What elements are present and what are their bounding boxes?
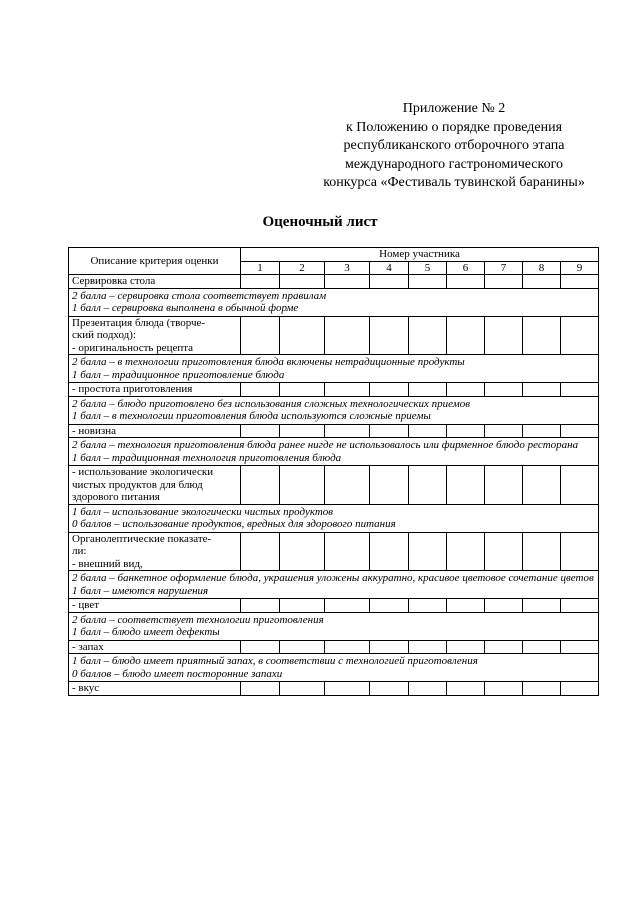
criterion-label-line: ли: (72, 545, 87, 557)
score-cell[interactable] (485, 383, 523, 397)
score-cell[interactable] (561, 466, 599, 505)
participant-number: 9 (561, 261, 599, 275)
scoring-note (69, 438, 599, 466)
score-cell[interactable] (241, 275, 280, 289)
criterion-label-line: - вкус (72, 682, 100, 694)
score-cell[interactable] (409, 383, 447, 397)
score-cell[interactable] (523, 466, 561, 505)
criterion-label (69, 640, 241, 654)
evaluation-table (68, 247, 599, 696)
score-cell[interactable] (280, 532, 325, 571)
scoring-note-line: 1 балл – сервировка выполнена в обычной форме (72, 302, 299, 314)
score-cell[interactable] (561, 640, 599, 654)
score-cell[interactable] (370, 640, 409, 654)
scoring-note-line: 2 балла – соответствует технологии приготовления (72, 613, 324, 626)
score-cell[interactable] (447, 466, 485, 505)
scoring-note-line: 2 балла – технология приготовления блюда ранее нигде не использовалось или фирменное блюдо ресторана (72, 439, 579, 451)
score-cell[interactable] (325, 275, 370, 289)
scoring-note-line: 1 балл – традиционное приготовление блюда (72, 368, 285, 381)
score-cell[interactable] (325, 640, 370, 654)
criterion-label-line: - новизна (72, 424, 116, 437)
criterion-label-line: - использование экологически (72, 466, 214, 478)
score-cell[interactable] (409, 466, 447, 505)
criterion-label-line: - оригинальность рецепта (72, 341, 194, 354)
score-cell[interactable] (561, 383, 599, 397)
criterion-label (69, 599, 241, 613)
participant-number: 6 (447, 261, 485, 275)
score-cell[interactable] (241, 383, 280, 397)
score-cell[interactable] (561, 275, 599, 289)
criterion-label-line: - простота приготовления (72, 383, 193, 395)
criterion-row (69, 466, 599, 505)
criterion-label-line: здорового питания (72, 491, 160, 503)
participant-number: 8 (523, 261, 561, 275)
score-cell[interactable] (370, 316, 409, 355)
score-cell[interactable] (523, 383, 561, 397)
scoring-note (69, 654, 599, 682)
scoring-note-row (69, 571, 599, 599)
participant-number: 5 (409, 261, 447, 275)
criterion-label-line: Органолептические показате- (72, 532, 212, 545)
scoring-note-line: 1 балл – в технологии приготовления блюда используются сложные приемы (72, 410, 431, 422)
score-cell[interactable] (447, 532, 485, 571)
criterion-label (69, 383, 241, 397)
scoring-note (69, 288, 599, 316)
scoring-note (69, 396, 599, 424)
participant-number: 4 (370, 261, 409, 275)
participant-number: 3 (325, 261, 370, 275)
score-cell[interactable] (280, 275, 325, 289)
score-cell[interactable] (485, 599, 523, 613)
score-cell[interactable] (280, 682, 325, 696)
score-cell[interactable] (409, 682, 447, 696)
scoring-note-row (69, 355, 599, 383)
score-cell[interactable] (561, 532, 599, 571)
score-cell[interactable] (523, 532, 561, 571)
header-criteria: Описание критерия оценки (69, 248, 241, 275)
criterion-label (69, 275, 241, 289)
scoring-note-line: 2 балла – в технологии приготовления блюда включены нетрадиционные продукты (72, 356, 465, 368)
score-cell[interactable] (447, 275, 485, 289)
criterion-row (69, 316, 599, 355)
score-cell[interactable] (325, 532, 370, 571)
score-cell[interactable] (523, 275, 561, 289)
scoring-note-row (69, 654, 599, 682)
scoring-note-line: 2 балла – банкетное оформление блюда, украшения уложены аккуратно, красивое цветовое сочетание цветов (72, 572, 594, 584)
score-cell[interactable] (325, 466, 370, 505)
scoring-note-line: 1 балл – блюдо имеет приятный запах, в соответствии с технологией приготовления (72, 655, 478, 667)
score-cell[interactable] (447, 316, 485, 355)
score-cell[interactable] (241, 424, 280, 438)
scoring-note-line: 0 баллов – блюдо имеет посторонние запахи (72, 667, 283, 680)
score-cell[interactable] (485, 466, 523, 505)
score-cell[interactable] (370, 682, 409, 696)
score-cell[interactable] (561, 682, 599, 696)
criterion-label-line: - цвет (72, 599, 100, 611)
appendix-line: республиканского отборочного этапа (343, 138, 565, 153)
scoring-note-line: 2 балла – блюдо приготовлено без использования сложных технологических приемов (72, 397, 471, 410)
scoring-note-row (69, 612, 599, 640)
score-cell[interactable] (241, 532, 280, 571)
criterion-row (69, 640, 599, 654)
scoring-note-line: 0 баллов – использование продуктов, вредных для здорового питания (72, 518, 396, 530)
score-cell[interactable] (280, 316, 325, 355)
score-cell[interactable] (370, 599, 409, 613)
criterion-label-line: - внешний вид, (72, 557, 143, 570)
appendix-block (300, 100, 608, 193)
score-cell[interactable] (447, 424, 485, 438)
participant-number: 1 (241, 261, 280, 275)
score-cell[interactable] (241, 316, 280, 355)
appendix-line: Приложение № 2 (402, 101, 506, 116)
score-cell[interactable] (280, 424, 325, 438)
criterion-label (69, 532, 241, 571)
score-cell[interactable] (485, 275, 523, 289)
score-cell[interactable] (561, 424, 599, 438)
score-cell[interactable] (485, 532, 523, 571)
appendix-line: международного гастрономического (344, 156, 564, 172)
score-cell[interactable] (447, 599, 485, 613)
participant-number: 7 (485, 261, 523, 275)
score-cell[interactable] (325, 599, 370, 613)
scoring-note (69, 612, 599, 640)
score-cell[interactable] (523, 640, 561, 654)
appendix-line: конкурса «Фестиваль тувинской баранины» (323, 175, 585, 190)
appendix-line: к Положению о порядке проведения (345, 119, 563, 135)
header-participant: Номер участника (241, 248, 599, 262)
score-cell[interactable] (523, 682, 561, 696)
criterion-row (69, 599, 599, 613)
score-cell[interactable] (370, 275, 409, 289)
participant-number: 2 (280, 261, 325, 275)
score-cell[interactable] (370, 424, 409, 438)
score-cell[interactable] (485, 682, 523, 696)
criterion-row (69, 275, 599, 289)
score-cell[interactable] (409, 599, 447, 613)
document-title: Оценочный лист (262, 214, 378, 230)
score-cell[interactable] (325, 383, 370, 397)
score-cell[interactable] (523, 316, 561, 355)
scoring-note (69, 571, 599, 599)
score-cell[interactable] (409, 316, 447, 355)
criterion-label (69, 316, 241, 355)
score-cell[interactable] (409, 424, 447, 438)
criterion-label (69, 682, 241, 696)
scoring-note-line: 2 балла – сервировка стола соответствует правилам (72, 289, 327, 302)
criterion-label-line: Сервировка стола (72, 275, 156, 287)
score-cell[interactable] (447, 682, 485, 696)
score-cell[interactable] (280, 640, 325, 654)
criterion-row (69, 532, 599, 571)
score-cell[interactable] (370, 466, 409, 505)
score-cell[interactable] (370, 383, 409, 397)
score-cell[interactable] (370, 532, 409, 571)
score-cell[interactable] (523, 424, 561, 438)
scoring-note-row (69, 396, 599, 424)
score-cell[interactable] (325, 316, 370, 355)
criterion-label (69, 466, 241, 505)
score-cell[interactable] (447, 383, 485, 397)
scoring-note-row (69, 288, 599, 316)
score-cell[interactable] (561, 599, 599, 613)
criterion-label-line: чистых продуктов для блюд (72, 478, 203, 491)
criterion-label (69, 424, 241, 438)
score-cell[interactable] (485, 424, 523, 438)
criterion-row (69, 424, 599, 438)
score-cell[interactable] (280, 599, 325, 613)
scoring-note (69, 504, 599, 532)
score-cell[interactable] (280, 383, 325, 397)
score-cell[interactable] (325, 682, 370, 696)
criterion-row (69, 383, 599, 397)
score-cell[interactable] (561, 316, 599, 355)
score-cell[interactable] (485, 640, 523, 654)
score-cell[interactable] (241, 640, 280, 654)
criterion-label-line: Презентация блюда (творче- (72, 316, 206, 329)
score-cell[interactable] (241, 682, 280, 696)
scoring-note-row (69, 504, 599, 532)
score-cell[interactable] (325, 424, 370, 438)
score-cell[interactable] (409, 640, 447, 654)
scoring-note-line: 1 балл – имеются нарушения (72, 584, 209, 597)
score-cell[interactable] (241, 599, 280, 613)
score-cell[interactable] (241, 466, 280, 505)
criterion-label-line: ский подход): (72, 329, 136, 341)
scoring-note-line: 1 балл – использование экологически чистых продуктов (72, 505, 334, 518)
scoring-note (69, 355, 599, 383)
score-cell[interactable] (409, 532, 447, 571)
scoring-note-line: 1 балл – традиционная технология приготовления блюда (72, 451, 342, 464)
criterion-label-line: - запах (72, 640, 104, 653)
scoring-note-row (69, 438, 599, 466)
score-cell[interactable] (409, 275, 447, 289)
score-cell[interactable] (280, 466, 325, 505)
score-cell[interactable] (523, 599, 561, 613)
scoring-note-line: 1 балл – блюдо имеет дефекты (72, 626, 220, 638)
score-cell[interactable] (485, 316, 523, 355)
score-cell[interactable] (447, 640, 485, 654)
criterion-row (69, 682, 599, 696)
